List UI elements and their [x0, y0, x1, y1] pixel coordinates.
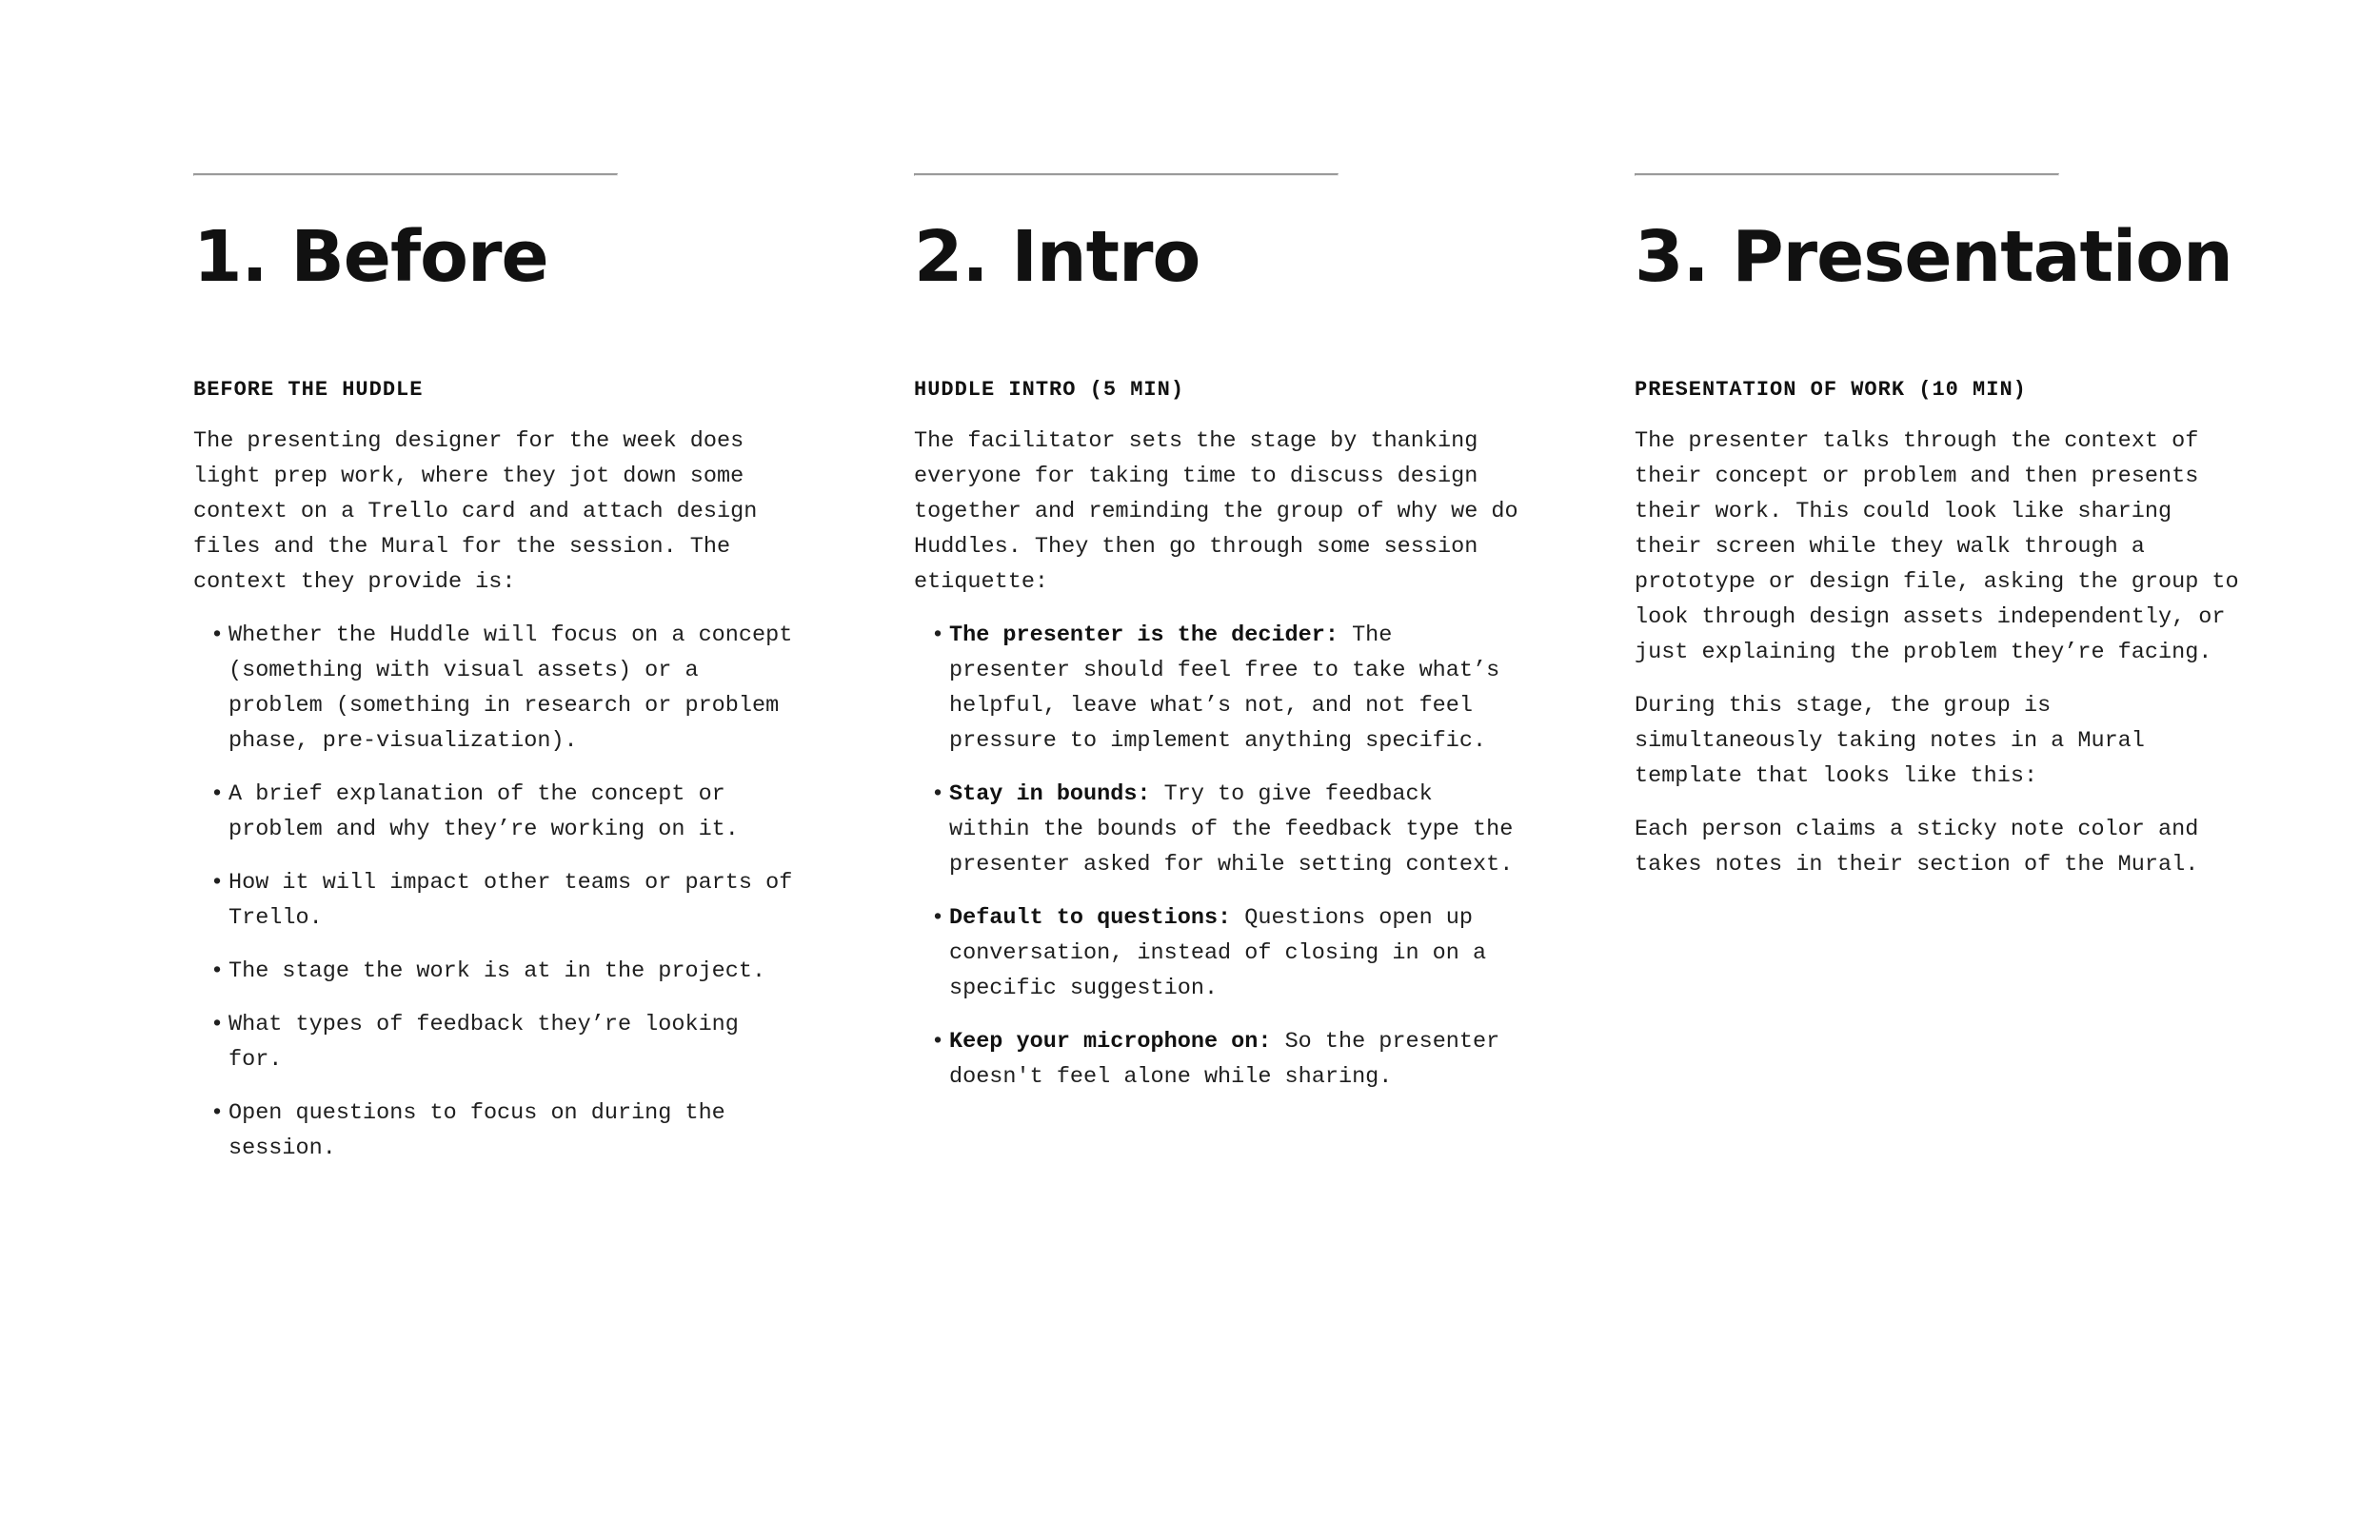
list-item [193, 1007, 803, 1077]
section-label: HUDDLE INTRO (5 MIN) [914, 378, 1185, 402]
divider-rule [1635, 173, 2059, 176]
bullet-text: Try to give feedback within the bounds of the feedback type the presenter asked for while setting context. [949, 781, 1514, 878]
column-heading: 2. Intro [914, 216, 1200, 298]
list-item [914, 777, 1523, 882]
bullet-text: So the presenter doesn't feel alone while sharing. [949, 1029, 1500, 1090]
paragraph: During this stage, the group is simultaneously taking notes in a Mural template that looks like this: [1635, 693, 2145, 789]
bullet-term: Default to questions: [949, 905, 1232, 931]
paragraph: Each person claims a sticky note color and takes notes in their section of the Mural. [1635, 817, 2199, 878]
divider-rule [193, 173, 618, 176]
list-item [914, 1024, 1523, 1095]
section-label: BEFORE THE HUDDLE [193, 378, 424, 402]
list-item [193, 865, 803, 936]
bullet-text: Questions open up conversation, instead of closing in on a specific suggestion. [949, 905, 1487, 1001]
bullet-glyph: • [210, 870, 225, 896]
bullet-text: The presenter should feel free to take what’s helpful, leave what’s not, and not feel pressure to implement anything specific. [949, 622, 1500, 754]
divider-rule [914, 173, 1339, 176]
bullet-term: The presenter is the decider: [949, 622, 1339, 648]
list-item [914, 618, 1523, 759]
bullet-glyph: • [931, 1029, 945, 1055]
bullet-glyph: • [210, 1012, 225, 1037]
bullet-glyph: • [931, 905, 945, 931]
column-before [193, 173, 803, 1184]
bullet-text: Whether the Huddle will focus on a concept (something with visual assets) or a problem (something in research or problem phase, pre-visualization). [228, 622, 793, 754]
paragraph: The facilitator sets the stage by thanking everyone for taking time to discuss design together and reminding the group of why we do Huddles. They then go through some session etiquette: [914, 428, 1518, 595]
bullet-glyph: • [210, 1100, 225, 1126]
bullet-list [914, 618, 1523, 1095]
bullet-glyph: • [931, 781, 945, 807]
bullet-text: Open questions to focus on during the session. [228, 1100, 725, 1161]
bullet-list [193, 618, 803, 1166]
column-heading: 1. Before [193, 216, 548, 298]
column-intro [914, 173, 1523, 1113]
section-label: PRESENTATION OF WORK (10 MIN) [1635, 378, 2027, 402]
list-item [193, 777, 803, 847]
bullet-text: A brief explanation of the concept or problem and why they’re working on it. [228, 781, 739, 842]
list-item [914, 900, 1523, 1006]
bullet-glyph: • [210, 622, 225, 648]
column-heading: 3. Presentation [1635, 216, 2232, 298]
bullet-text: What types of feedback they’re looking for. [228, 1012, 739, 1073]
bullet-text: How it will impact other teams or parts of Trello. [228, 870, 793, 931]
list-item [193, 1096, 803, 1166]
bullet-text: The stage the work is at in the project. [228, 958, 766, 984]
column-presentation [1635, 173, 2244, 882]
bullet-term: Stay in bounds: [949, 781, 1151, 807]
list-item [193, 618, 803, 759]
bullet-glyph: • [931, 622, 945, 648]
paragraph: The presenter talks through the context of their concept or problem and then presents their work. This could look like sharing their screen while they walk through a prototype or design file, asking the group to look through design assets independently, or just explaining the problem they’re facing. [1635, 428, 2239, 665]
bullet-term: Keep your microphone on: [949, 1029, 1272, 1055]
bullet-glyph: • [210, 958, 225, 984]
paragraph: The presenting designer for the week does light prep work, where they jot down some context on a Trello card and attach design files and the Mural for the session. The context they provide is: [193, 428, 758, 595]
list-item [193, 954, 803, 989]
bullet-glyph: • [210, 781, 225, 807]
